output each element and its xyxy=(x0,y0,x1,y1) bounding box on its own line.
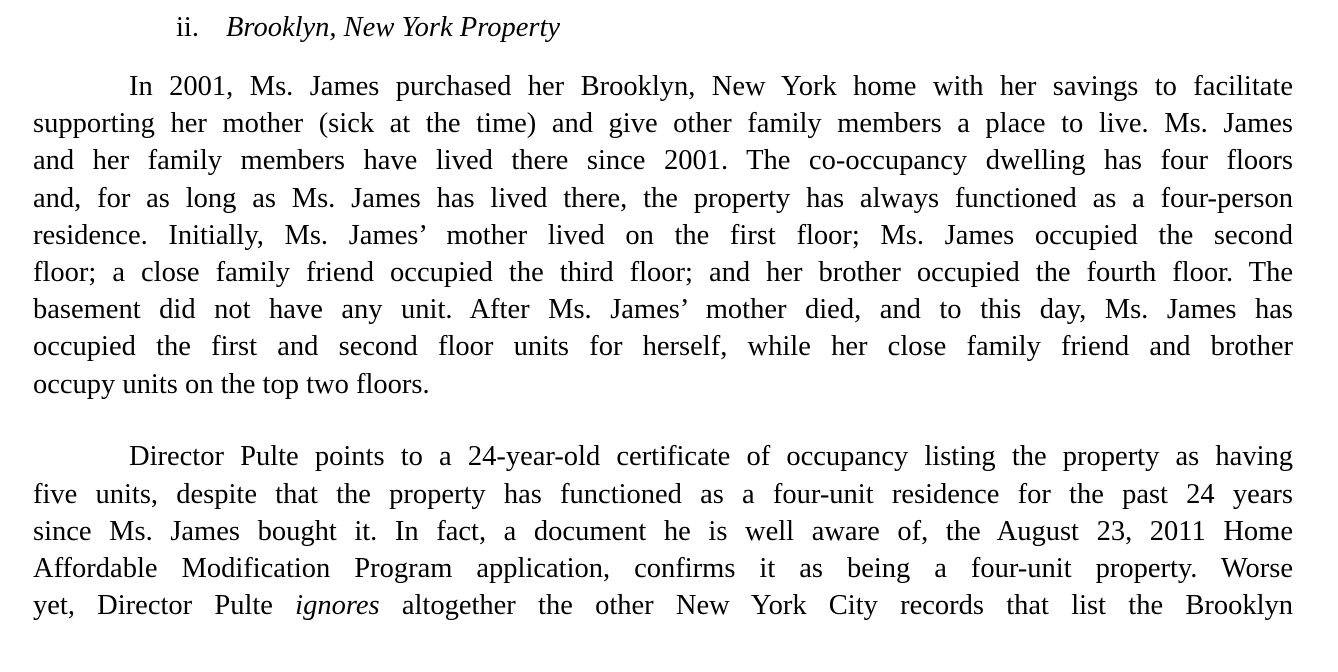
paragraph-line-with-emphasis xyxy=(33,587,1293,624)
paragraph-line: residence. Initially, Ms. James’ mother lived on the first floor; Ms. James occupied the second xyxy=(33,219,1293,251)
paragraph-line: Affordable Modification Program application, confirms it as being a four-unit property. Worse xyxy=(33,552,1293,584)
paragraph-1 xyxy=(33,68,1293,403)
paragraph-2 xyxy=(33,438,1293,624)
paragraph-line: Director Pulte points to a 24-year-old certificate of occupancy listing the property as having xyxy=(129,441,1293,473)
paragraph-line: five units, despite that the property has functioned as a four-unit residence for the past 24 years xyxy=(33,478,1293,510)
paragraph-line: occupy units on the top two floors. xyxy=(33,368,430,400)
document-page xyxy=(33,8,1293,624)
line-text-after: altogether the other New York City records that list the Brooklyn xyxy=(379,590,1293,622)
emphasized-word: ignores xyxy=(295,590,380,622)
paragraph-line: floor; a close family friend occupied the third floor; and her brother occupied the fourth floor. The xyxy=(33,257,1293,289)
section-numeral: ii. xyxy=(176,12,199,43)
section-heading xyxy=(33,8,1293,48)
paragraph-line: and her family members have lived there since 2001. The co-occupancy dwelling has four floors xyxy=(33,145,1293,177)
line-text-before: yet, Director Pulte xyxy=(33,590,296,622)
paragraph-line: since Ms. James bought it. In fact, a document he is well aware of, the August 23, 2011 Home xyxy=(33,515,1293,547)
paragraph-line: supporting her mother (sick at the time) and give other family members a place to live. Ms. James xyxy=(33,108,1293,140)
paragraph-line: basement did not have any unit. After Ms. James’ mother died, and to this day, Ms. James has xyxy=(33,294,1293,326)
paragraph-line: and, for as long as Ms. James has lived there, the property has always functioned as a four-person xyxy=(33,182,1293,214)
section-title: Brooklyn, New York Property xyxy=(226,12,561,43)
paragraph-line: In 2001, Ms. James purchased her Brooklyn, New York home with her savings to facilitate xyxy=(129,71,1293,102)
paragraph-line: occupied the first and second floor units for herself, while her close family friend and brother xyxy=(33,331,1293,363)
